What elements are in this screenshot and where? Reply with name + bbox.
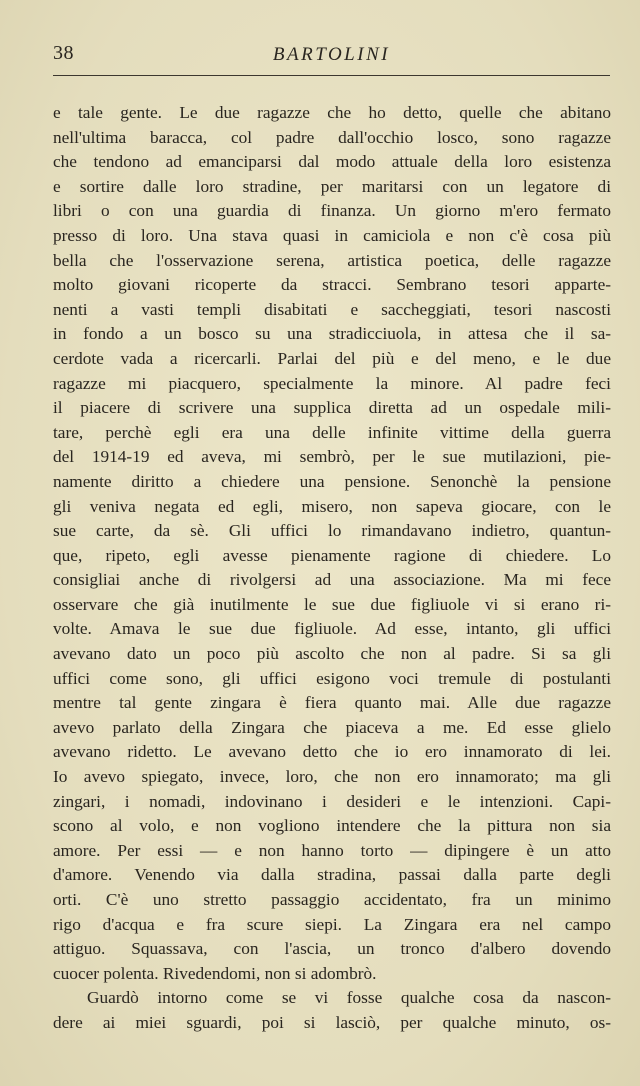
text-line: in fondo a un bosco su una stradicciuola, in attesa che il sa-: [53, 324, 611, 344]
text-line: scono al volo, e non vogliono intendere che la pittura non sia: [53, 816, 611, 836]
text-line: dere ai miei sguardi, poi si lasciò, per qualche minuto, os-: [53, 1012, 611, 1032]
text-line: presso di loro. Una stava quasi in camiciola e non c'è cosa più: [53, 225, 611, 245]
text-line: avevano dato un poco più ascolto che non al padre. Si sa gli: [53, 644, 611, 664]
text-line: namente diritto a chiedere una pensione. Senonchè la pensione: [53, 471, 611, 491]
text-line: que, ripeto, egli avesse pienamente ragione di chiedere. Lo: [53, 545, 611, 565]
text-line: d'amore. Venendo via dalla stradina, passai dalla parte degli: [53, 865, 611, 885]
text-line: cerdote vada a ricercarli. Parlai del più e del meno, e le due: [53, 348, 611, 368]
text-line: Io avevo spiegato, invece, loro, che non ero innamorato; ma gli: [53, 767, 611, 787]
text-line: uffici come sono, gli uffici esigono voci tremule di postulanti: [53, 668, 611, 688]
text-line: il piacere di scrivere una supplica diretta ad un ospedale mili-: [53, 398, 611, 418]
text-line: cuocer polenta. Rivedendomi, non si adombrò.: [53, 963, 377, 983]
text-line: del 1914-19 ed aveva, mi sembrò, per le sue mutilazioni, pie-: [53, 447, 611, 467]
text-line: molto giovani ricoperte da stracci. Sembrano tesori apparte-: [53, 275, 611, 295]
text-line: gli veniva negata ed egli, misero, non sapeva giocare, con le: [53, 496, 611, 516]
text-line: avevano ridetto. Le avevano detto che io ero innamorato di lei.: [53, 742, 611, 762]
running-head: [53, 42, 610, 72]
text-line: che tendono ad emanciparsi dal modo attuale della loro esistenza: [53, 152, 611, 172]
text-line: orti. C'è uno stretto passaggio accidentato, fra un minimo: [53, 890, 611, 909]
text-line: mentre tal gente zingara è fiera quanto mai. Alle due ragazze: [53, 693, 611, 713]
paragraph: [53, 986, 611, 1035]
text-line: volte. Amava le sue due figliuole. Ad esse, intanto, gli uffici: [53, 619, 611, 639]
text-line: osservare che già inutilmente le sue due figliuole vi si erano ri-: [53, 594, 611, 614]
text-line: tare, perchè egli era una delle infinite vittime della guerra: [53, 422, 611, 442]
text-line: amore. Per essi — e non hanno torto — dipingere è un atto: [53, 840, 611, 860]
text-line: attiguo. Squassava, con l'ascia, un tronco d'albero dovendo: [53, 939, 611, 959]
body-text: [53, 101, 611, 1036]
text-line: nenti a vasti templi disabitati e saccheggiati, tesori nascosti: [53, 299, 611, 319]
text-line: e sortire dalle loro stradine, per maritarsi con un legatore di: [53, 176, 611, 196]
text-line: libri o con una guardia di finanza. Un giorno m'ero fermato: [53, 201, 611, 221]
running-title: BARTOLINI: [272, 44, 391, 65]
text-line: consigliai anche di rivolgersi ad una associazione. Ma mi fece: [53, 570, 611, 590]
page-number: 38: [53, 42, 74, 64]
text-line: e tale gente. Le due ragazze che ho detto, quelle che abitano: [53, 103, 611, 122]
text-line: rigo d'acqua e fra scure siepi. La Zingara era nel campo: [53, 914, 611, 934]
text-line: avevo parlato della Zingara che piaceva a me. Ed esse glielo: [53, 717, 611, 737]
text-line: sue carte, da sè. Gli uffici lo rimandavano indietro, quantun-: [53, 521, 611, 541]
text-line: ragazze mi piacquero, specialmente la minore. Al padre feci: [53, 373, 611, 393]
text-line: bella che l'osservazione serena, artistica poetica, delle ragazze: [53, 250, 611, 270]
text-line: zingari, i nomadi, indovinano i desideri e le intenzioni. Capi-: [53, 791, 611, 811]
header-rule: [53, 75, 610, 76]
paragraph: [53, 101, 611, 986]
text-line: Guardò intorno come se vi fosse qualche cosa da nascon-: [87, 988, 611, 1008]
text-line: nell'ultima baracca, col padre dall'occhio losco, sono ragazze: [53, 127, 611, 147]
